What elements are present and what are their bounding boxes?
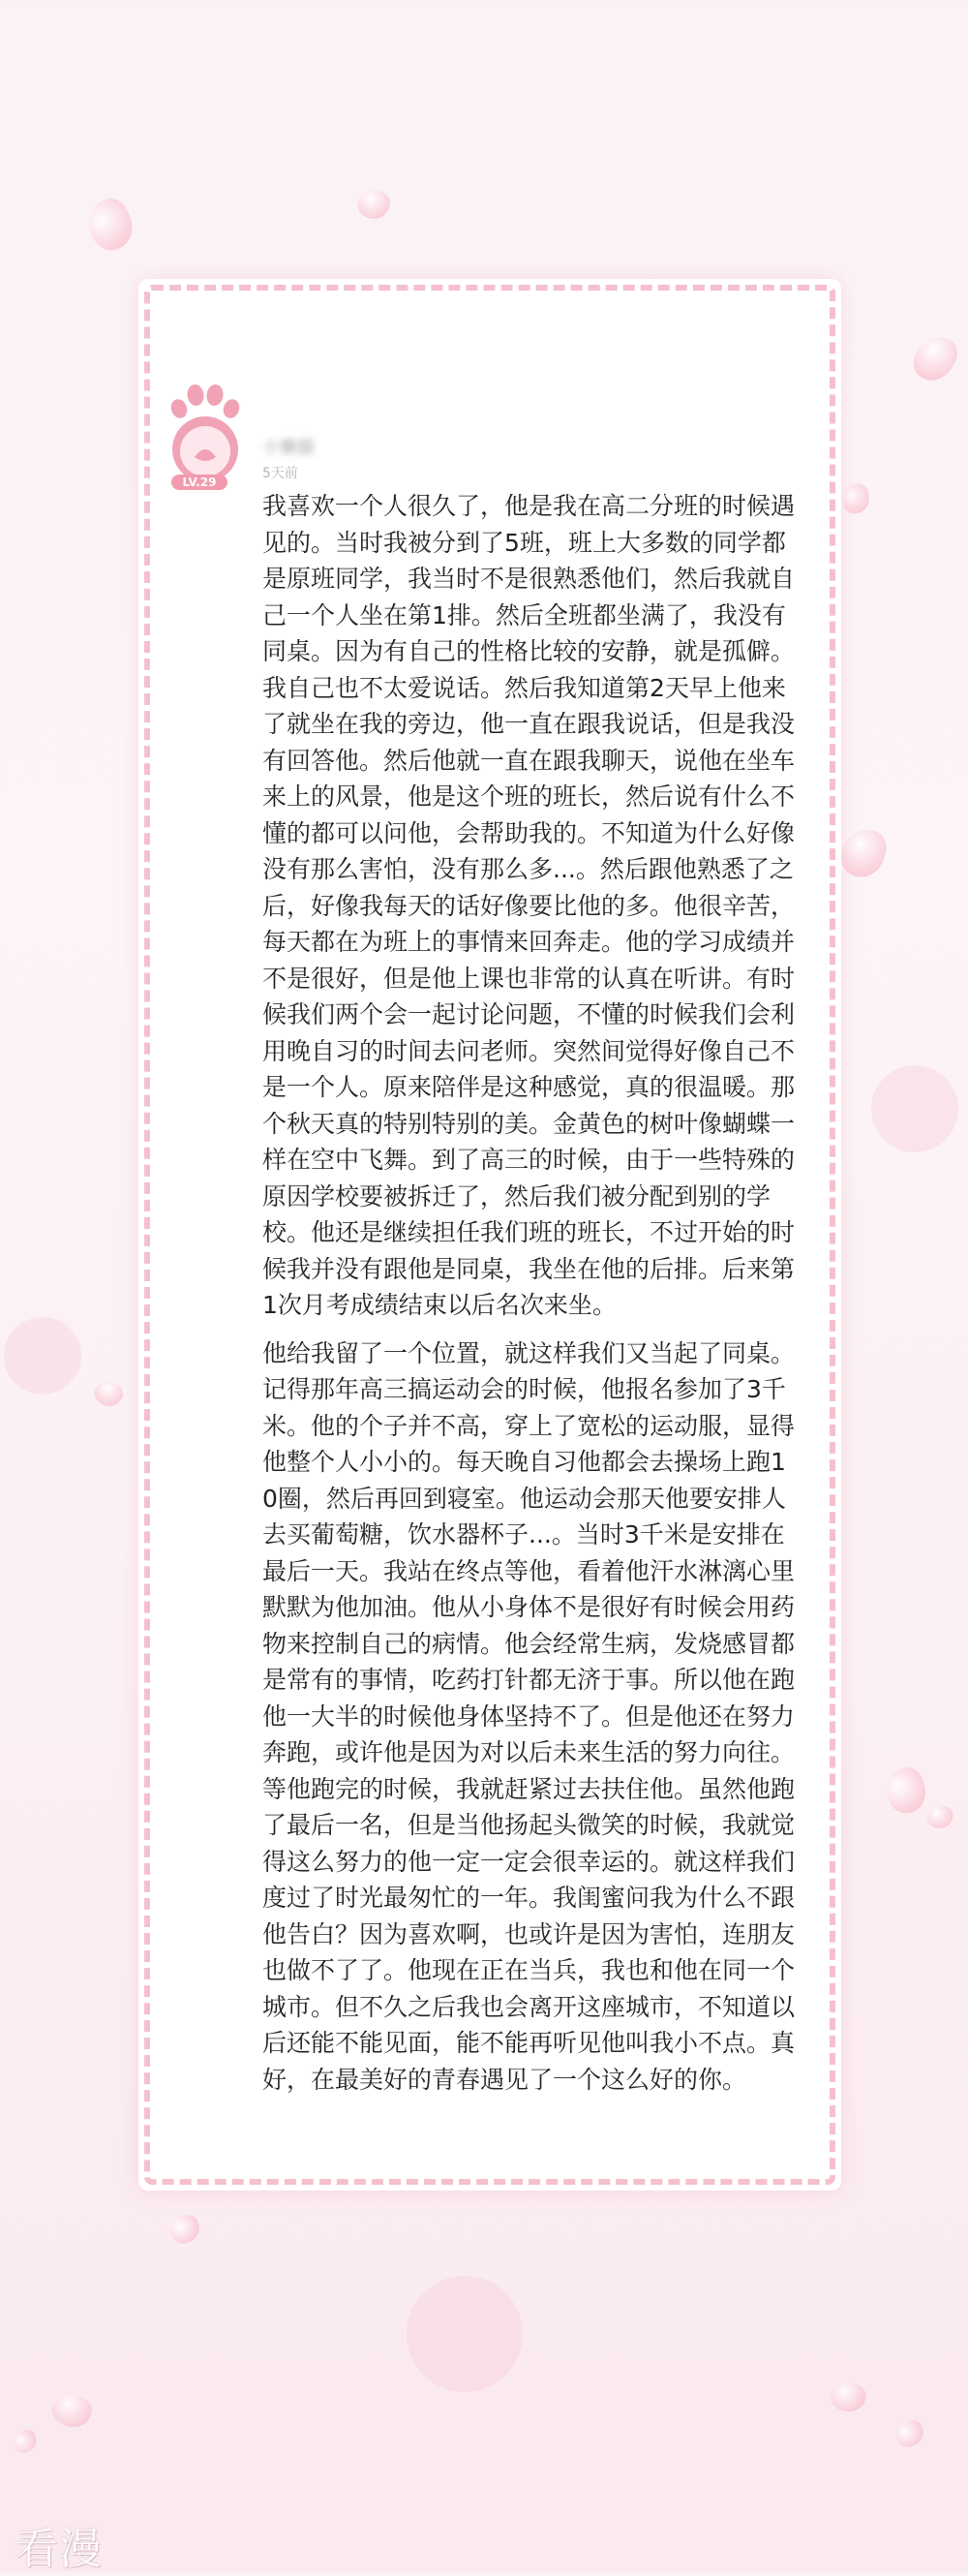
dot-decoration — [4, 1317, 81, 1395]
petal-decoration — [10, 2426, 41, 2456]
petal-decoration — [354, 185, 393, 223]
petal-decoration — [80, 193, 140, 257]
post-card — [138, 279, 841, 2191]
petal-decoration — [880, 1763, 931, 1819]
dot-decoration — [407, 2276, 523, 2392]
level-badge: LV.29 — [171, 475, 227, 490]
petal-decoration — [840, 482, 872, 515]
dot-decoration — [871, 1065, 958, 1152]
petal-decoration — [907, 328, 964, 388]
username[interactable]: 小懒猫 — [262, 438, 315, 458]
post-paragraph: 我喜欢一个人很久了，他是我在高二分班的时候遇见的。当时我被分到了5班，班上大多数的同学都是原班同学，我当时不是很熟悉他们，然后我就自己一个人坐在第1排。然后全班都坐满了，我没有同桌。因为有自己的性格比较的安静，就是孤僻。我自己也不太爱说话。然后我知道第2天早上他来了就坐在我的旁边，他一直在跟我说话，但是我没有回答他。然后他就一直在跟我聊天，说他在坐车来上的风景，他是这个班的班长，然后说有什么不懂的都可以问他，会帮助我的。不知道为什么好像没有那么害怕，没有那么多...。然后跟他熟悉了之后，好像我每天的话好像要比他的多。他很辛苦，每天都在为班上的事情来回奔走。他的学习成绩并不是很好，但是他上课也非常的认真在听讲。有时候我们两个会一起讨论问题，不懂的时候我们会利用晚自习的时间去问老师。突然间觉得好像自己不是一个人。原来陪伴是这种感觉，真的很温暖。那个秋天真的特别特别的美。金黄色的树叶像蝴蝶一样在空中飞舞。到了高三的时候，由于一些特殊的原因学校要被拆迁了，然后我们被分配到别的学校。他还是继续担任我们班的班长，不过开始的时候我并没有跟他是同桌，我坐在他的后排。后来第1次月考成绩结束以后名次来坐。 — [262, 492, 796, 1319]
petal-decoration — [828, 2378, 869, 2415]
petal-decoration — [925, 1803, 954, 1830]
petal-decoration — [167, 2213, 202, 2247]
post-content — [262, 488, 801, 2109]
post-timestamp: 5天前 — [262, 466, 298, 481]
post-paragraph: 他给我留了一个位置，就这样我们又当起了同桌。记得那年高三搞运动会的时候，他报名参加了3千米。他的个子并不高，穿上了宽松的运动服，显得他整个人小小的。每天晚自习他都会去操场上跑10圈，然后再回到寝室。他运动会那天他要安排人去买葡萄糖，饮水器杯子...。当时3千米是安排在最后一天。我站在终点等他，看着他汗水淋漓心里默默为他加油。他从小身体不是很好有时候会用药物来控制自己的病情。他会经常生病，发烧感冒都是常有的事情，吃药打针都无济于事。所以他在跑他一大半的时候他身体坚持不了。但是他还在努力奔跑，或许他是因为对以后未来生活的努力向往。等他跑完的时候，我就赶紧过去扶住他。虽然他跑了最后一名，但是当他扬起头微笑的时候，我就觉得这么努力的他一定一定会很幸运的。就这样我们度过了时光最匆忙的一年。我闺蜜问我为什么不跟他告白？因为喜欢啊，也或许是因为害怕，连朋友也做不了了。他现在正在当兵，我也和他在同一个城市。但不久之后我也会离开这座城市，不知道以后还能不能见面，能不能再听见他叫我小不点。真好，在最美好的青春遇见了一个这么好的你。 — [262, 1338, 796, 2094]
petal-decoration — [47, 2387, 97, 2434]
petal-decoration — [90, 1375, 127, 1412]
cat-paw-icon — [166, 380, 245, 484]
petal-decoration — [892, 2417, 926, 2450]
user-avatar[interactable] — [166, 380, 245, 484]
petal-decoration — [836, 824, 890, 882]
watermark-logo: 看漫 — [15, 2525, 103, 2574]
